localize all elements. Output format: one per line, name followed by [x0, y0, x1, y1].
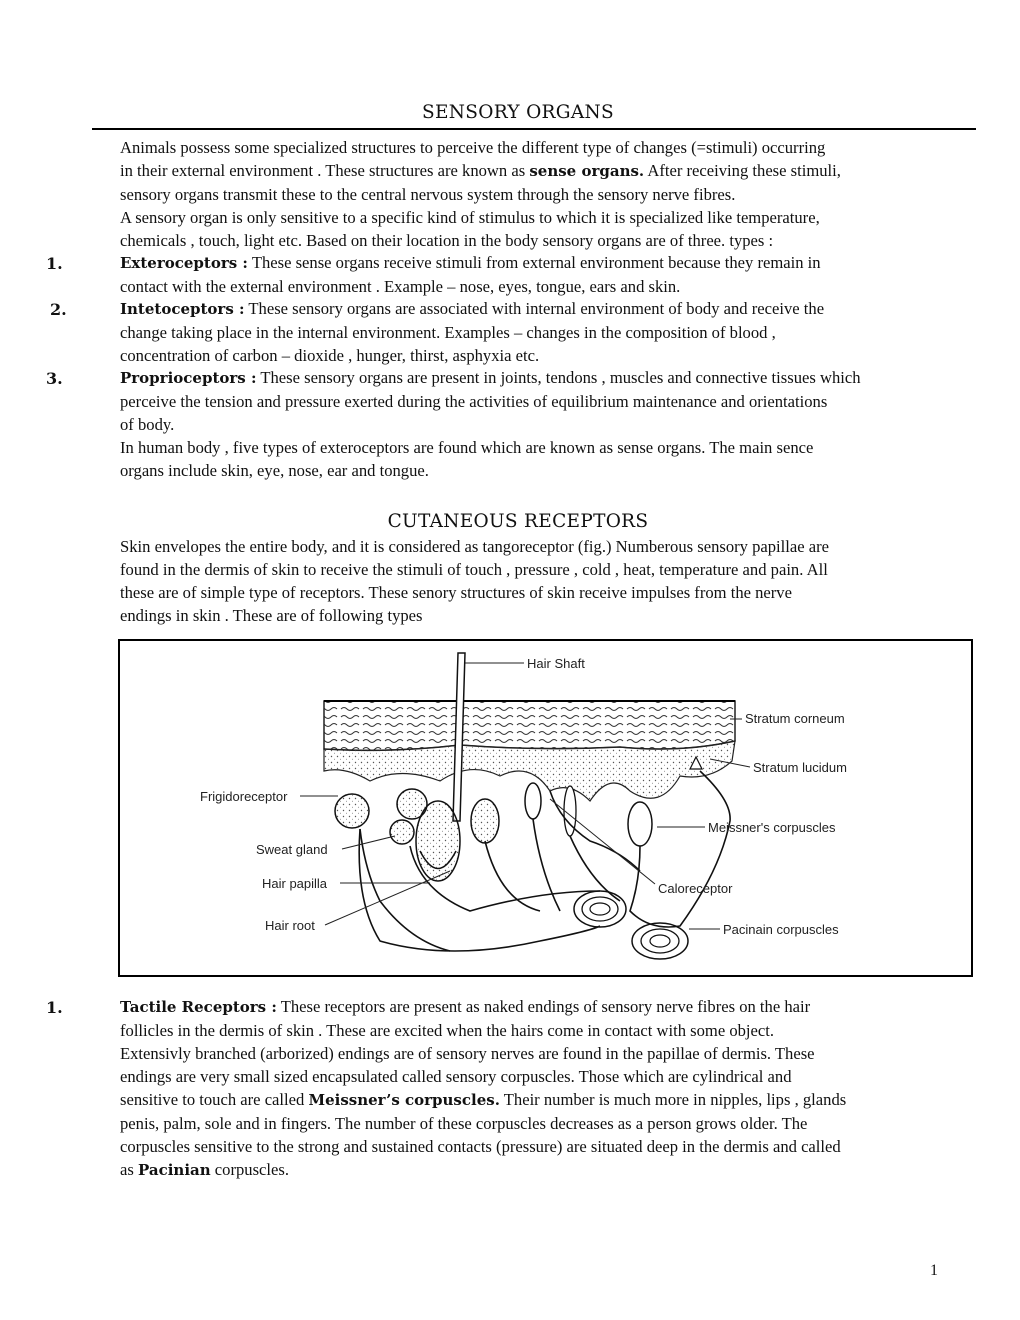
stratum-lucidum-label: Stratum lucidum: [753, 760, 847, 775]
hair-shaft-label: Hair Shaft: [527, 656, 585, 671]
tactile-line: sensitive to touch are called: [120, 1090, 309, 1109]
item-text: perceive the tension and pressure exerted during the activities of equilibrium maintenance and orientations: [120, 392, 828, 411]
intro-line: After receiving these stimuli,: [644, 161, 841, 180]
human-line: organs include skin, eye, nose, ear and tongue.: [120, 461, 429, 480]
meissner-corpuscle-shape: [628, 802, 652, 846]
page-number: 1: [930, 1262, 938, 1279]
list-number: 2.: [50, 300, 67, 319]
item-term: Tactile Receptors :: [120, 998, 277, 1016]
skin-diagram-figure: [118, 639, 973, 977]
item-text: of body.: [120, 415, 175, 434]
tactile-line: corpuscles sensitive to the strong and sustained contacts (pressure) are situated deep in the dermis and called: [120, 1137, 841, 1156]
exteroceptors-item: [120, 251, 1000, 298]
item-text: These sensory organs are associated with internal environment of body and receive the: [244, 299, 825, 318]
intro-paragraph: [120, 136, 1000, 252]
section-heading: CUTANEOUS RECEPTORS: [387, 511, 649, 532]
stratum-corneum-layer: [324, 701, 735, 750]
skin-paragraph: [120, 535, 1000, 627]
tactile-line: penis, palm, sole and in fingers. The number of these corpuscles decreases as a person grows older. The: [120, 1114, 808, 1133]
tactile-line: follicles in the dermis of skin . These are excited when the hairs come in contact with some object.: [120, 1021, 775, 1040]
skin-line: these are of simple type of receptors. These senory structures of skin receive impulses from the nerve: [120, 583, 792, 602]
human-line: In human body , five types of exteroceptors are found which are known as sense organs. The main sence: [120, 438, 814, 457]
list-number: 3.: [46, 369, 63, 388]
item-term: Intetoceptors :: [120, 300, 245, 318]
list-number: 1.: [46, 254, 63, 273]
stratum-corneum-label: Stratum corneum: [745, 711, 845, 726]
skin-line: Skin envelopes the entire body, and it is considered as tangoreceptor (fig.) Numberous sensory papillae are: [120, 537, 830, 556]
pacinian-label: Pacinain corpuscles: [723, 922, 839, 937]
item-text: contact with the external environment . Example – nose, eyes, tongue, ears and skin.: [120, 277, 681, 296]
intro-line: A sensory organ is only sensitive to a specific kind of stimulus to which it is specialized like temperature,: [120, 208, 820, 227]
hair-root-label: Hair root: [265, 918, 315, 933]
hair-papilla-label: Hair papilla: [262, 876, 328, 891]
intro-line: sensory organs transmit these to the central nervous system through the sensory nerve fibres.: [120, 185, 736, 204]
tactile-line: as: [120, 1160, 138, 1179]
item-term: Exteroceptors :: [120, 254, 248, 272]
frigidoreceptor-label: Frigidoreceptor: [200, 789, 288, 804]
tactile-line: corpuscles.: [210, 1160, 289, 1179]
title-underline: [92, 128, 976, 130]
item-text: concentration of carbon – dioxide , hunger, thirst, asphyxia etc.: [120, 346, 540, 365]
tactile-line: Their number is much more in nipples, lips , glands: [499, 1090, 847, 1109]
intro-line: in their external environment . These structures are known as: [120, 161, 530, 180]
meissner-term: Meissner’s corpuscles.: [308, 1091, 500, 1109]
item-term: Proprioceptors :: [120, 369, 257, 387]
skin-line: found in the dermis of skin to receive the stimuli of touch , pressure , cold , heat, temperature and pain. All: [120, 560, 828, 579]
tactile-line: Extensivly branched (arborized) endings are of sensory nerves are found in the papillae of dermis. These: [120, 1044, 815, 1063]
interoceptors-item: [120, 297, 1000, 367]
tactile-line: These receptors are present as naked endings of sensory nerve fibres on the hair: [276, 997, 811, 1016]
sense-organs-term: sense organs.: [529, 162, 645, 180]
tactile-receptors-paragraph: [120, 995, 1005, 1182]
pacinian-corpuscles-shape: [574, 891, 688, 959]
skin-diagram: [120, 641, 971, 975]
list-number: 1.: [46, 998, 63, 1017]
caloreceptor-label: Caloreceptor: [658, 881, 733, 896]
proprioceptors-item: [120, 366, 1010, 482]
item-text: These sense organs receive stimuli from external environment because they remain in: [247, 253, 821, 272]
meissner-label: Meissner's corpuscles: [708, 820, 836, 835]
page-title: SENSORY ORGANS: [422, 102, 614, 123]
intro-line: chemicals , touch, light etc. Based on their location in the body sensory organs are of three. types :: [120, 231, 774, 250]
skin-line: endings in skin . These are of following types: [120, 606, 423, 625]
item-text: change taking place in the internal environment. Examples – changes in the composition of blood ,: [120, 323, 776, 342]
sweat-gland-label: Sweat gland: [256, 842, 328, 857]
intro-line: Animals possess some specialized structures to perceive the different type of changes (=stimuli) occurring: [120, 138, 826, 157]
item-text: These sensory organs are present in joints, tendons , muscles and connective tissues which: [256, 368, 861, 387]
tactile-line: endings are very small sized encapsulated called sensory corpuscles. Those which are cylindrical and: [120, 1067, 792, 1086]
pacinian-term: Pacinian: [137, 1161, 211, 1179]
